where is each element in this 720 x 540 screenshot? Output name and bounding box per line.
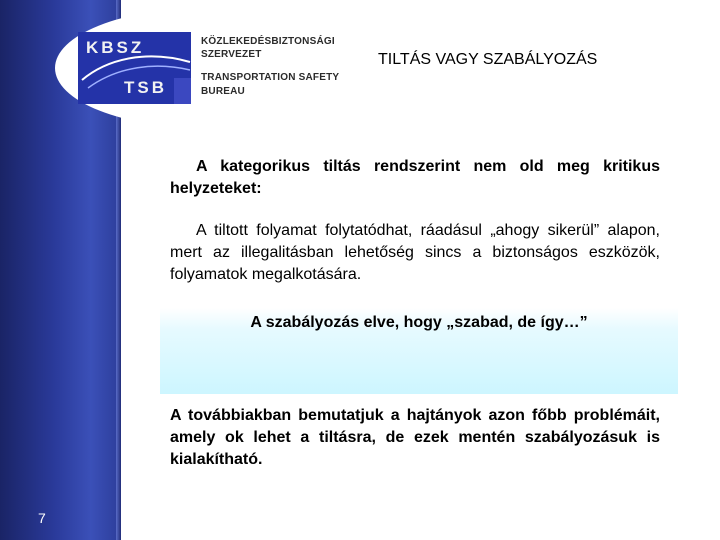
paragraph-1-text: A kategorikus tiltás rendszerint nem old meg kritikus helyzeteket: [170,158,660,197]
slide-title: TILTÁS VAGY SZABÁLYOZÁS [378,51,598,68]
org-name-en-line1: TRANSPORTATION SAFETY [201,72,340,83]
logo-abbr-bottom: TSB [124,78,167,97]
org-name-hu-line2: SZERVEZET [201,49,262,60]
logo-abbr-top: KBSZ [86,38,145,57]
kbsz-tsb-logo [78,32,191,104]
org-name-en-line2: BUREAU [201,86,245,97]
paragraph-2-text: A tiltott folyamat folytatódhat, ráadásul „ahogy sikerül” alapon, mert az illegalitásban lehetőség sincs a biztonságos eszközök, folyamatok megalkotására. [170,222,660,283]
paragraph-2 [170,220,660,286]
paragraph-3: A továbbiakban bemutatjuk a hajtányok azon főbb problémáit, amely ok lehet a tiltásra, de ezek mentén szabályozásuk is kialakítható. [170,407,660,468]
highlight-box [160,308,678,394]
org-name-hu-line1: KÖZLEKEDÉSBIZTONSÁGI [201,36,335,47]
highlight-text: A szabályozás elve, hogy „szabad, de így…” [250,314,588,331]
page-number: 7 [38,510,46,526]
paragraph-1 [170,156,660,200]
